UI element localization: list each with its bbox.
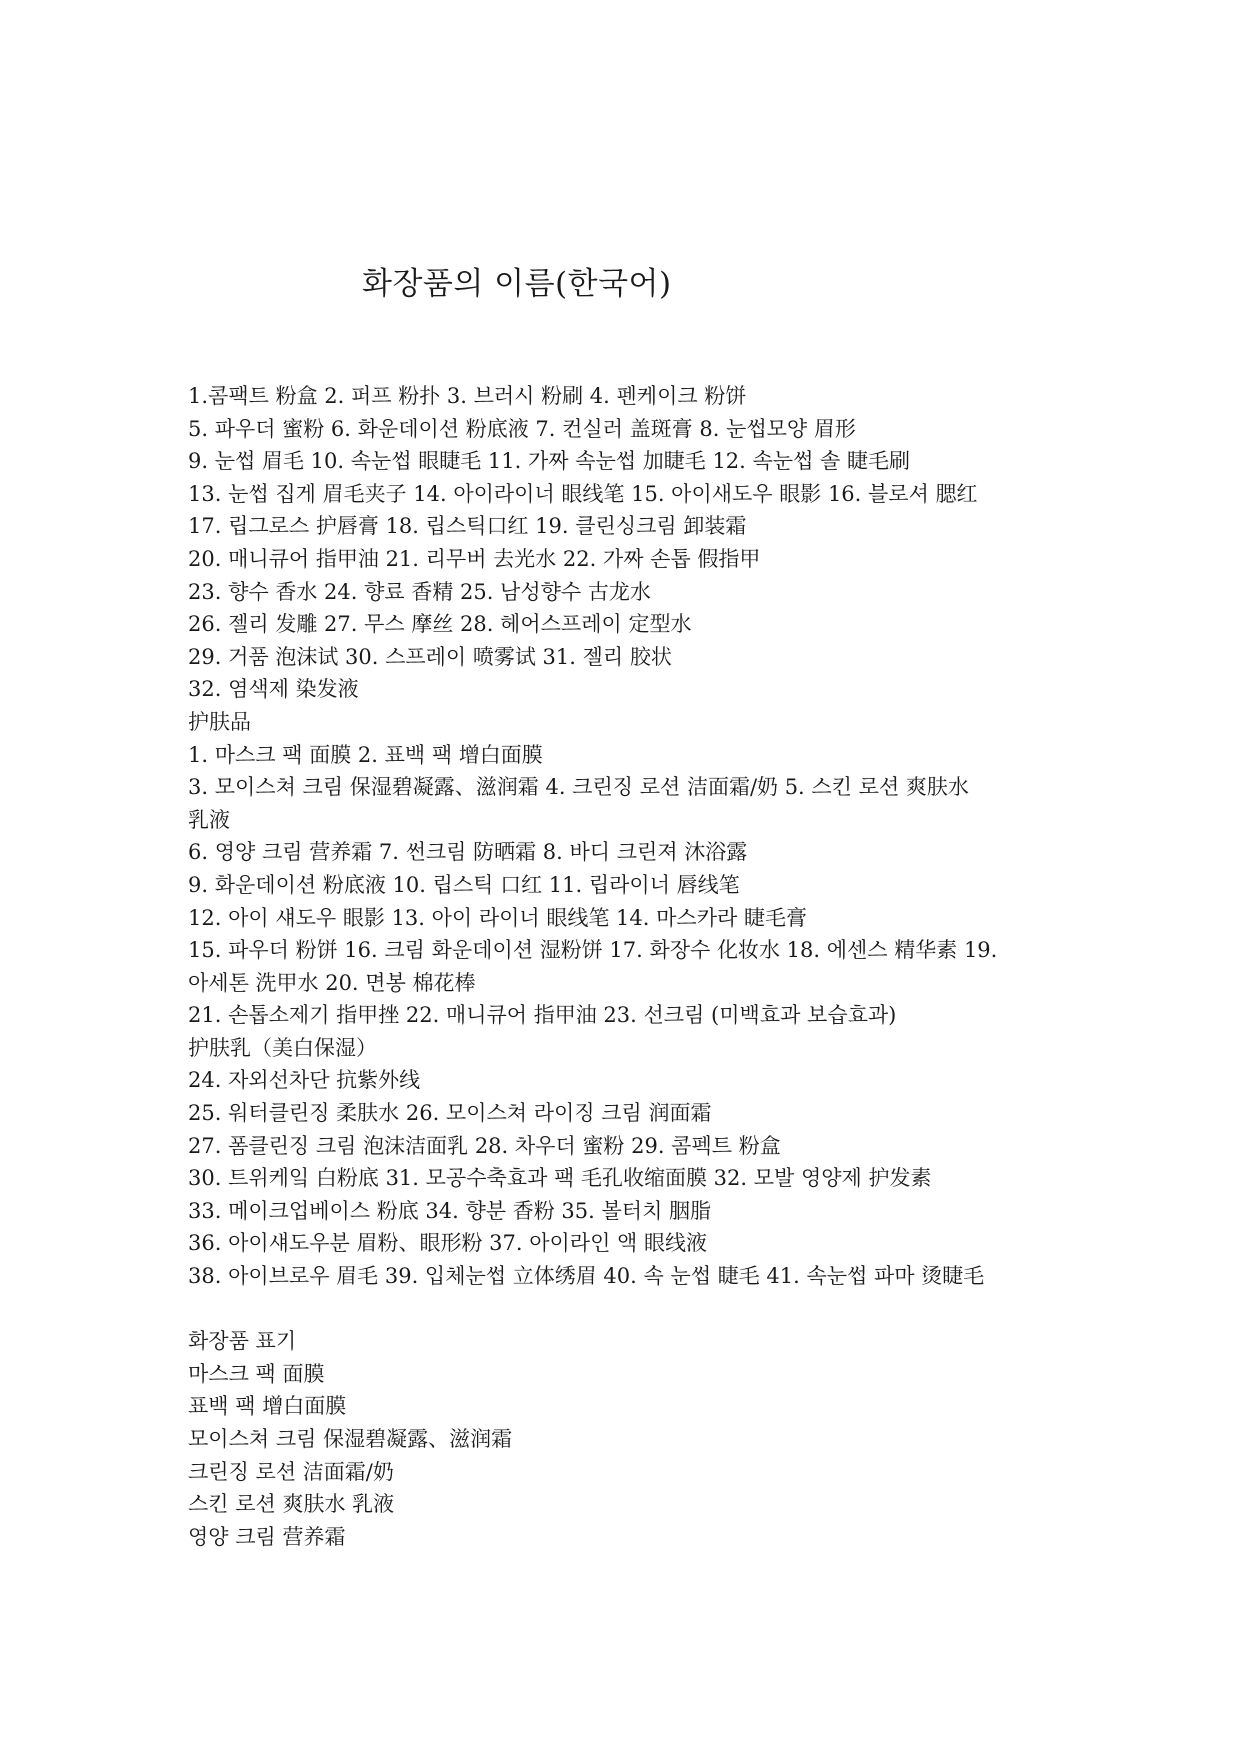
list-item: 아세톤 洗甲水 20. 면봉 棉花棒 — [188, 970, 476, 995]
list-item: 乳液 — [188, 807, 230, 832]
list-item: 9. 화운데이션 粉底液 10. 립스틱 口红 11. 립라이너 唇线笔 — [188, 872, 740, 897]
list-item: 영양 크림 营养霜 — [188, 1524, 346, 1549]
list-item: 스킨 로션 爽肤水 乳液 — [188, 1492, 395, 1517]
list-item: 33. 메이크업베이스 粉底 34. 향분 香粉 35. 볼터치 胭脂 — [188, 1198, 712, 1223]
list-item: 6. 영양 크림 营养霜 7. 썬크림 防晒霜 8. 바디 크린져 沐浴露 — [188, 840, 748, 865]
list-item: 5. 파우더 蜜粉 6. 화운데이션 粉底液 7. 컨실러 盖斑膏 8. 눈썹모양 眉形 — [188, 416, 856, 441]
list-item: 27. 폼클린징 크림 泡沫洁面乳 28. 차우더 蜜粉 29. 콤펙트 粉盒 — [188, 1133, 781, 1158]
list-item: 护肤乳（美白保湿） — [188, 1035, 377, 1060]
list-item: 15. 파우더 粉饼 16. 크림 화운데이션 湿粉饼 17. 화장수 化妆水 18. 에센스 精华素 19. — [188, 938, 998, 963]
list-item: 1.콤팩트 粉盒 2. 퍼프 粉扑 3. 브러시 粉刷 4. 펜케이크 粉饼 — [188, 384, 747, 408]
page-title: 화장품의 이름(한국어) — [362, 266, 672, 302]
list-item: 32. 염색제 染发液 — [188, 677, 359, 702]
list-item: 마스크 팩 面膜 — [188, 1361, 325, 1386]
list-item: 21. 손톱소제기 指甲挫 22. 매니큐어 指甲油 23. 선크림 (미백효과 보습효과) — [188, 1003, 897, 1028]
list-item: 30. 트위케잌 白粉底 31. 모공수축효과 팩 毛孔收缩面膜 32. 모발 영양제 护发素 — [188, 1166, 932, 1191]
list-item: 크린징 로션 洁面霜/奶 — [188, 1459, 394, 1484]
list-item: 29. 거품 泡沫试 30. 스프레이 喷雾试 31. 젤리 胶状 — [188, 644, 672, 669]
section-heading-skincare: 护肤品 — [188, 709, 251, 734]
list-item: 모이스쳐 크림 保湿碧凝露、滋润霜 — [188, 1427, 513, 1451]
list-item: 17. 립그로스 护唇膏 18. 립스틱口红 19. 클린싱크림 卸装霜 — [188, 514, 747, 539]
section-spacer — [188, 1293, 1068, 1326]
list-item: 20. 매니큐어 指甲油 21. 리무버 去光水 22. 가짜 손톱 假指甲 — [188, 546, 761, 571]
list-item: 26. 젤리 发雕 27. 무스 摩丝 28. 헤어스프레이 定型水 — [188, 612, 692, 637]
list-item: 25. 워터클린징 柔肤水 26. 모이스쳐 라이징 크림 润面霜 — [188, 1101, 712, 1126]
list-item: 3. 모이스쳐 크림 保湿碧凝露、滋润霜 4. 크린징 로션 洁面霜/奶 5. 스킨 로션 爽肤水 — [188, 775, 969, 800]
list-item: 36. 아이섀도우분 眉粉、眼形粉 37. 아이라인 액 眼线液 — [188, 1231, 707, 1256]
list-item: 표백 팩 增白面膜 — [188, 1394, 347, 1419]
list-item: 12. 아이 섀도우 眼影 13. 아이 라이너 眼线笔 14. 마스카라 睫毛膏 — [188, 905, 807, 930]
list-item: 23. 향수 香水 24. 향료 香精 25. 남성향수 古龙水 — [188, 579, 651, 604]
list-item: 1. 마스크 팩 面膜 2. 표백 팩 增白面膜 — [188, 742, 543, 767]
list-item: 13. 눈썹 집게 眉毛夹子 14. 아이라이너 眼线笔 15. 아이새도우 眼影 16. 블로셔 腮红 — [188, 481, 978, 506]
list-item: 24. 자외선차단 抗紫外线 — [188, 1068, 421, 1093]
section-heading-labels: 화장품 표기 — [188, 1329, 297, 1354]
list-item: 38. 아이브로우 眉毛 39. 입체눈썹 立体绣眉 40. 속 눈썹 睫毛 41. 속눈썹 파마 烫睫毛 — [188, 1264, 985, 1289]
document-body — [188, 380, 1068, 1553]
list-item: 9. 눈썹 眉毛 10. 속눈썹 眼睫毛 11. 가짜 속눈썹 加睫毛 12. 속눈썹 솔 睫毛刷 — [188, 449, 911, 474]
